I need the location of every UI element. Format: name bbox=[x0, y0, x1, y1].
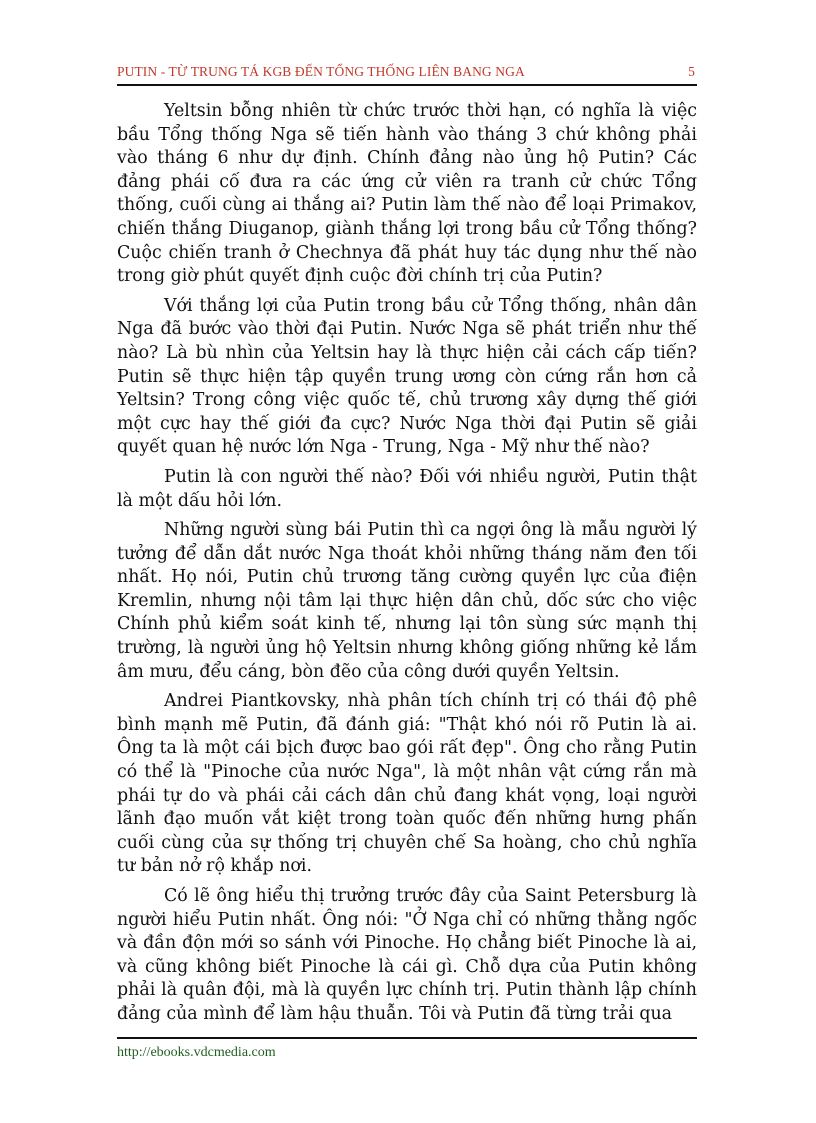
header-divider bbox=[117, 84, 697, 86]
paragraph: Yeltsin bỗng nhiên từ chức trước thời hạn, có nghĩa là việc bầu Tổng thống Nga sẽ tiến hành vào tháng 3 chứ không phải vào tháng 6 như dự định. Chính đảng nào ủng hộ Putin? Các đảng phái cố đưa ra các ứng cử viên ra tranh cử chức Tổng thống, cuối cùng ai thắng ai? Putin làm thế nào để loại Primakov, chiến thắng Diuganop, giành thắng lợi trong bầu cử Tổng thống? Cuộc chiến tranh ở Chechnya đã phát huy tác dụng như thế nào trong giờ phút quyết định cuộc đời chính trị của Putin? bbox=[117, 101, 697, 287]
paragraph: Với thắng lợi của Putin trong bầu cử Tổng thống, nhân dân Nga đã bước vào thời đại Putin. Nước Nga sẽ phát triển như thế nào? Là bù nhìn của Yeltsin hay là thực hiện cải cách cấp tiến? Putin sẽ thực hiện tập quyền trung ương còn cứng rắn hơn cả Yeltsin? Trong công việc quốc tế, chủ trương xây dựng thế giới một cực hay thế giới đa cực? Nước Nga thời đại Putin sẽ giải quyết quan hệ nước lớn Nga - Trung, Nga - Mỹ như thế nào? bbox=[117, 295, 697, 458]
book-title: PUTIN - TỪ TRUNG TÁ KGB ĐẾN TỔNG THỐNG LIÊN BANG NGA bbox=[117, 64, 525, 79]
footer-divider bbox=[117, 1037, 697, 1039]
page-number: 5 bbox=[688, 64, 695, 79]
paragraph: Những người sùng bái Putin thì ca ngợi ông là mẫu người lý tưởng để dẫn dắt nước Nga thoát khỏi những tháng năm đen tối nhất. Họ nói, Putin chủ trương tăng cường quyền lực của điện Kremlin, nhưng nội tâm lại thực hiện dân chủ, dốc sức cho việc Chính phủ kiểm soát kinh tế, nhưng lại tôn sùng sức mạnh thị trường, là người ủng hộ Yeltsin nhưng không giống những kẻ lắm âm mưu, đểu cáng, bòn đẽo của công dưới quyền Yeltsin. bbox=[117, 520, 697, 682]
body-text bbox=[117, 100, 697, 1033]
page-header bbox=[117, 64, 697, 82]
paragraph: Putin là con người thế nào? Đối với nhiều người, Putin thật là một dấu hỏi lớn. bbox=[117, 466, 697, 511]
paragraph: Andrei Piantkovsky, nhà phân tích chính trị có thái độ phê bình mạnh mẽ Putin, đã đánh giá: "Thật khó nói rõ Putin là ai. Ông ta là một cái bịch được bao gói rất đẹp". Ông cho rằng Putin có thể là "Pinoche của nước Nga", là một nhân vật cứng rắn mà phái tự do và phái cải cách dân chủ đang khát vọng, loại người lãnh đạo muốn vắt kiệt trong toàn quốc đến những hưng phấn cuối cùng của sự thống trị chuyên chế Sa hoàng, cho chủ nghĩa tư bản nở rộ khắp nơi. bbox=[117, 691, 697, 877]
footer-url[interactable]: http://ebooks.vdcmedia.com bbox=[117, 1045, 276, 1060]
paragraph: Có lẽ ông hiểu thị trưởng trước đây của Saint Petersburg là người hiểu Putin nhất. Ông nói: "Ở Nga chỉ có những thằng ngốc và đần độn mới so sánh với Pinoche. Họ chẳng biết Pinoche là ai, và cũng không biết Pinoche là cái gì. Chỗ dựa của Putin không phải là quân đội, mà là quyền lực chính trị. Putin thành lập chính đảng của mình để làm hậu thuẫn. Tôi và Putin đã từng trải qua bbox=[117, 886, 697, 1024]
